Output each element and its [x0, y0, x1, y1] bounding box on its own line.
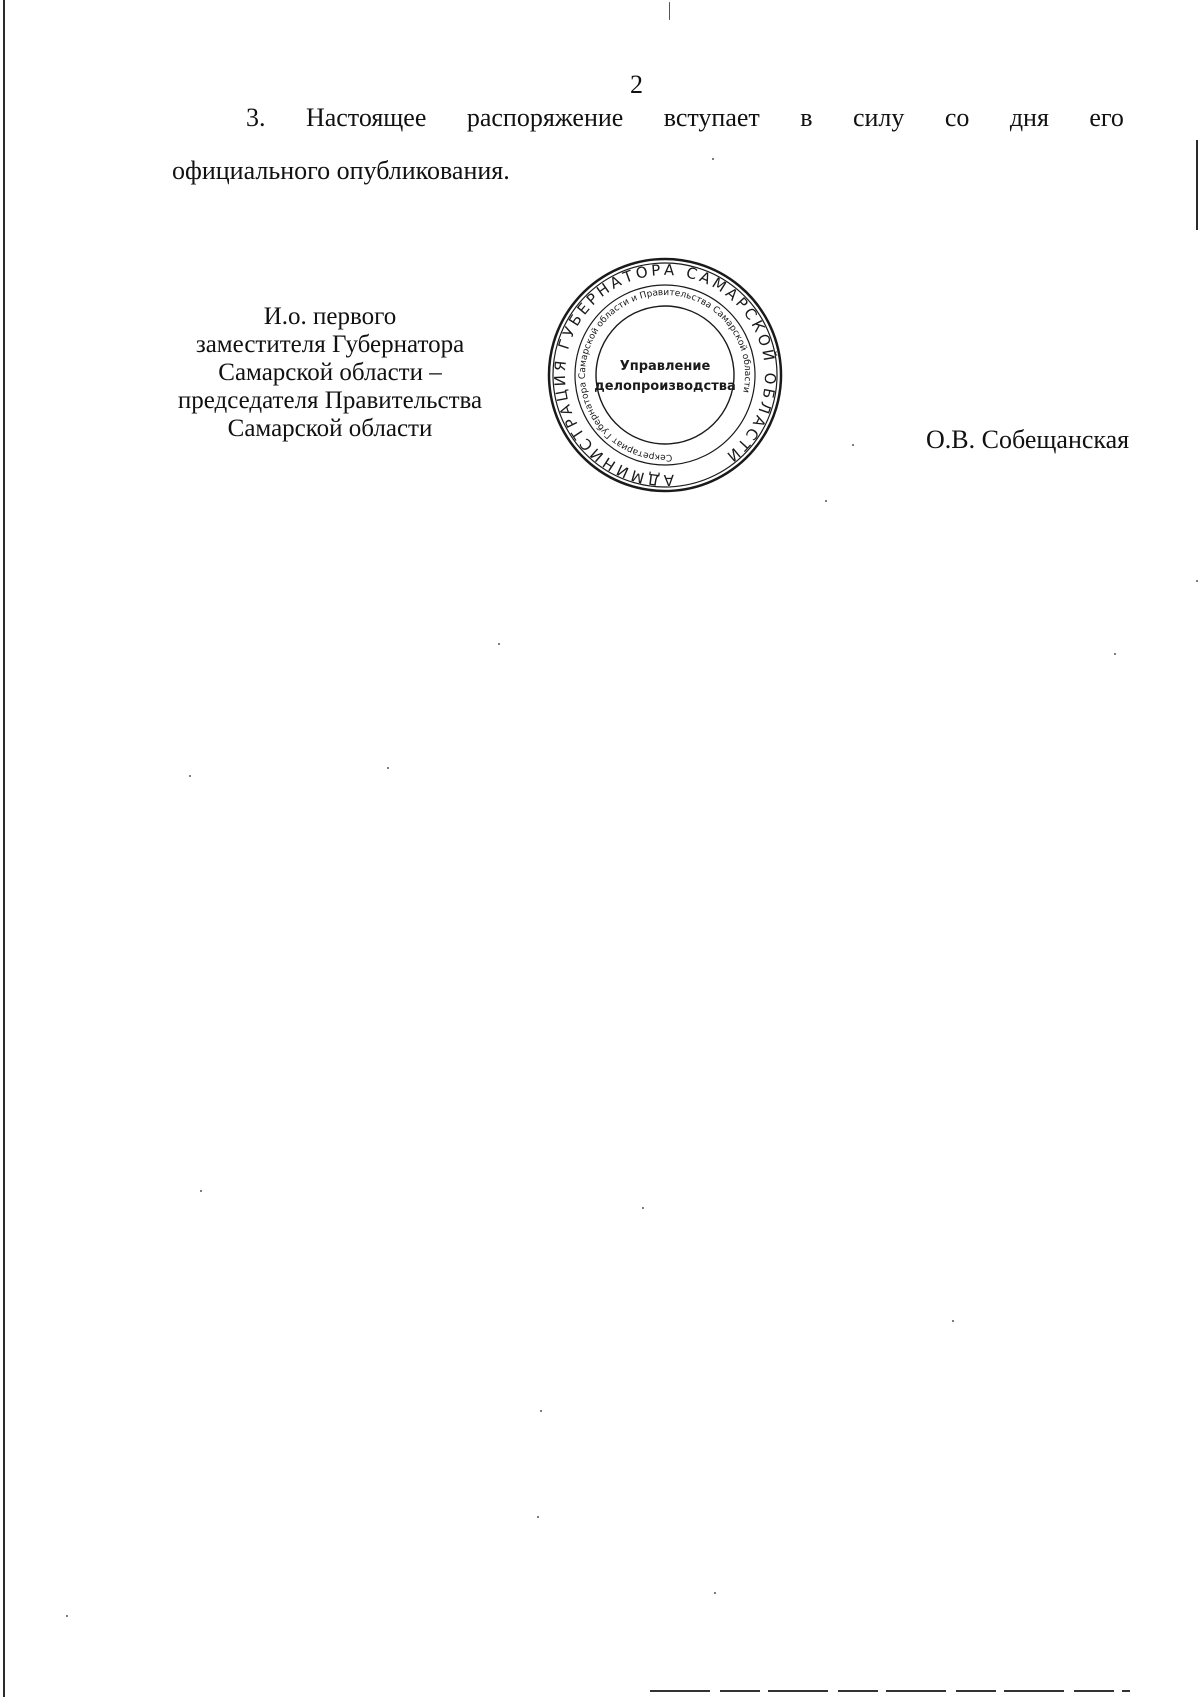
seal-inner-ring: [590, 300, 740, 450]
scan-speck: [66, 1615, 68, 1617]
paragraph-word: Настоящее: [305, 103, 427, 132]
signer-title-line: Самарской области: [227, 415, 433, 442]
paragraph-line-2: официального опубликования.: [172, 156, 510, 185]
paragraph-word: со: [944, 103, 970, 132]
paragraph-word: распоряжение: [466, 103, 624, 132]
scan-speck: [712, 158, 714, 160]
paragraph-word: силу: [852, 103, 905, 132]
signer-title-line: И.о. первого: [263, 303, 397, 330]
signer-title: [150, 303, 510, 443]
seal-inner-ring-text: Секретариат Губернатора Самарской области и Правительства Самарской области: [577, 287, 753, 463]
scan-speck: [825, 500, 827, 502]
scan-speck: [498, 643, 500, 645]
paragraph-word: в: [800, 103, 813, 132]
scan-speck: [1114, 653, 1116, 655]
scan-speck: [387, 767, 389, 769]
paragraph-word: вступает: [663, 103, 760, 132]
scan-speck: [669, 2, 670, 20]
official-seal: [545, 255, 785, 495]
scan-speck: [189, 775, 191, 777]
scan-speck: [200, 1190, 202, 1192]
paragraph-word: его: [1089, 103, 1124, 132]
scan-speck: [952, 1320, 954, 1322]
paragraph-word: дня: [1009, 103, 1049, 132]
signer-title-line: Самарской области –: [218, 359, 442, 386]
scan-edge-right: [1196, 140, 1198, 230]
paragraph-word: 3.: [246, 103, 266, 132]
signer-title-line: заместителя Губернатора: [195, 331, 465, 358]
seal-outer-text: АДМИНИСТРАЦИЯ ГУБЕРНАТОРА САМАРСКОЙ ОБЛАСТИ: [550, 260, 780, 490]
scan-speck: [714, 1592, 716, 1594]
scan-speck: [642, 1207, 644, 1209]
seal-center-line-1: Управление: [619, 359, 711, 374]
page-number: 2: [630, 70, 643, 99]
scan-edge-left: [3, 0, 5, 1697]
scan-speck: [537, 1516, 539, 1518]
seal-center-line-2: делопроизводства: [594, 379, 736, 394]
signer-title-line: председателя Правительства: [177, 387, 483, 414]
paragraph-line-1: [246, 103, 1124, 133]
scan-speck: [1196, 580, 1198, 582]
scan-footer-line: [650, 1690, 1130, 1692]
signer-name: О.В. Собещанская: [926, 425, 1130, 454]
scan-speck: [540, 1410, 542, 1412]
scan-speck: [852, 444, 854, 446]
